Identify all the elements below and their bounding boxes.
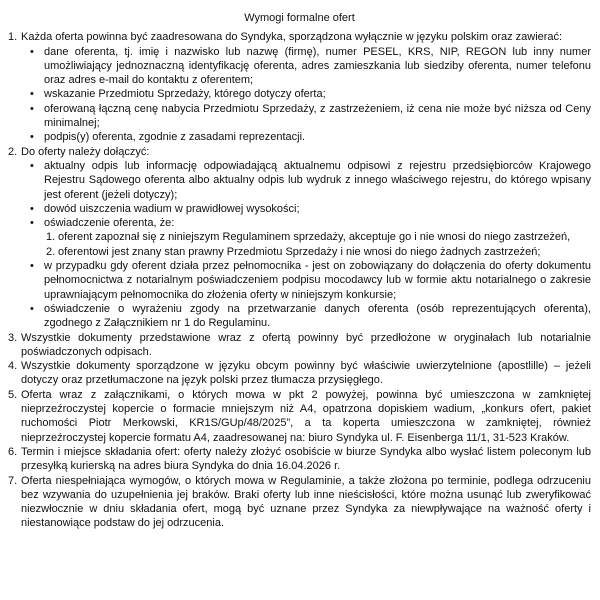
list-item bbox=[21, 102, 591, 131]
item-text: Każda oferta powinna być zaadresowana do Syndyka, sporządzona wyłącznie w języku polskim oraz zawierać: bbox=[21, 31, 563, 44]
bullet-text: dane oferenta, tj. imię i nazwisko lub nazwę (firmę), numer PESEL, KRS, NIP, REGON lub inny numer umożliwiający jednoznaczną identyfikację oferenta, adres zamieszkania lub siedziby oferenta, numer telefonu oraz adres e-mail do kontaktu z oferentem; bbox=[44, 45, 591, 87]
numbered-item-6 bbox=[8, 445, 591, 474]
bullet-text: wskazanie Przedmiotu Sprzedaży, którego dotyczy oferta; bbox=[44, 88, 326, 101]
item-text: Termin i miejsce składania ofert: oferty należy złożyć osobiście w biurze Syndyka albo wysłać listem poleconym lub przesyłką kurierską na adres biura Syndyka do dnia 16.04.2026 r. bbox=[21, 445, 591, 473]
numbered-item-2 bbox=[8, 145, 591, 331]
list-item bbox=[21, 87, 591, 101]
bullet-text: oświadczenie oferenta, że: bbox=[44, 217, 175, 230]
bullet-icon: • bbox=[30, 202, 34, 215]
item-number: 5. bbox=[8, 388, 18, 401]
list-item bbox=[21, 216, 591, 259]
item-number: 2. bbox=[8, 145, 18, 158]
sub-list-item bbox=[44, 245, 591, 259]
numbered-item-5 bbox=[8, 388, 591, 445]
bullet-icon: • bbox=[30, 131, 34, 144]
numbered-item-7 bbox=[8, 474, 591, 531]
bullet-text: oświadczenie o wyrażeniu zgody na przetwarzanie danych oferenta (osób reprezentujących oferenta), zgodnego z Załącznikiem nr 1 do Regulaminu. bbox=[44, 302, 591, 330]
bullet-icon: • bbox=[30, 88, 34, 101]
item-number: 6. bbox=[8, 445, 18, 458]
bullet-text: w przypadku gdy oferent działa przez pełnomocnika - jest on zobowiązany do dołączenia do oferty dokumentu pełnomocnictwa z notarialnym poświadczeniem podpisu mocodawcy lub w formie aktu notarialnego o zakresie uprawniającym pełnomocnika do złożenia oferty w niniejszym konkursie; bbox=[44, 260, 591, 301]
list-item bbox=[21, 159, 591, 202]
bullet-text: podpis(y) oferenta, zgodnie z zasadami reprezentacji. bbox=[44, 131, 306, 144]
item-text: Wszystkie dokumenty sporządzone w języku obcym powinny być właściwie uwierzytelnione (apostlille) – jeżeli dotyczy oraz przetłumaczone na język polski przez tłumacza przysięgłego. bbox=[21, 360, 591, 387]
bullet-icon: • bbox=[30, 260, 34, 273]
item-number: 7. bbox=[8, 474, 18, 487]
list-item bbox=[21, 259, 591, 302]
bullet-text: aktualny odpis lub informację odpowiadającą aktualnemu odpisowi z rejestru przedsiębiorców Krajowego Rejestru Sądowego oferenta albo aktualny odpis lub wydruk z innego właściwego rejestru, do którego wpisany jest oferent (jeżeli dotyczy); bbox=[44, 159, 591, 201]
list-item bbox=[21, 302, 591, 331]
bullet-icon: • bbox=[30, 159, 34, 172]
numbered-item-1 bbox=[8, 30, 591, 144]
item-text: Wszystkie dokumenty przedstawione wraz z ofertą powinny być przedłożone w oryginałach lub notarialnie poświadczonych odpisach. bbox=[21, 331, 591, 358]
bullet-text: dowód uiszczenia wadium w prawidłowej wysokości; bbox=[44, 202, 300, 215]
bullet-icon: • bbox=[30, 102, 34, 115]
numbered-item-4 bbox=[8, 359, 591, 388]
bullet-text: oferowaną łączną cenę nabycia Przedmiotu Sprzedaży, z zastrzeżeniem, iż cena nie może być niższa od Ceny minimalnej; bbox=[44, 102, 591, 130]
sub-item-number: 2. bbox=[46, 245, 56, 258]
bullet-icon: • bbox=[30, 217, 34, 230]
sub-item-text: oferentowi jest znany stan prawny Przedmiotu Sprzedaży i nie wnosi do niego żadnych zastrzeżeń; bbox=[58, 245, 541, 258]
item-number: 4. bbox=[8, 360, 18, 373]
page-title: Wymogi formalne ofert bbox=[244, 12, 355, 24]
list-item bbox=[21, 202, 591, 216]
item-number: 3. bbox=[8, 331, 18, 344]
item-text: Do oferty należy dołączyć: bbox=[21, 145, 150, 158]
item-text: Oferta wraz z załącznikami, o których mowa w pkt 2 powyżej, powinna być umieszczona w zamkniętej nieprzeźroczystej kopercie o formacie mniejszym niż A4, opatrzona dopiskiem wadium, „konkurs ofert, pakiet ruchomości Piotr Merkowski, KR1S/GUp/48/2025”, a ta koperta umieszczona w zamkniętej, również nieprzeźroczystej kopercie formatu A4, zaadresowanej na: biuro Syndyka ul. F. Eisenberga 11/1, 31-523 Kraków. bbox=[21, 388, 591, 444]
sub-item-text: oferent zapoznał się z niniejszym Regulaminem sprzedaży, akceptuje go i nie wnosi do niego zastrzeżeń, bbox=[58, 231, 571, 244]
numbered-item-3 bbox=[8, 331, 591, 360]
list-item bbox=[21, 130, 591, 144]
item-number: 1. bbox=[8, 31, 18, 44]
item-text: Oferta niespełniająca wymogów, o których mowa w Regulaminie, a także złożona po terminie, podlega odrzuceniu bez wzywania do uzupełnienia jej braków. Braki oferty lub inne nieścisłości, które można usunąć lub zweryfikować niezwłocznie w dniu składania ofert, mogą być uznane przez Syndyka za niewpływające na ważność oferty i niestanowiące podstaw do jej odrzucenia. bbox=[21, 474, 591, 530]
bullet-icon: • bbox=[30, 45, 34, 58]
list-item bbox=[21, 45, 591, 88]
sub-item-number: 1. bbox=[46, 231, 56, 244]
bullet-icon: • bbox=[30, 302, 34, 315]
sub-list-item bbox=[44, 230, 591, 244]
